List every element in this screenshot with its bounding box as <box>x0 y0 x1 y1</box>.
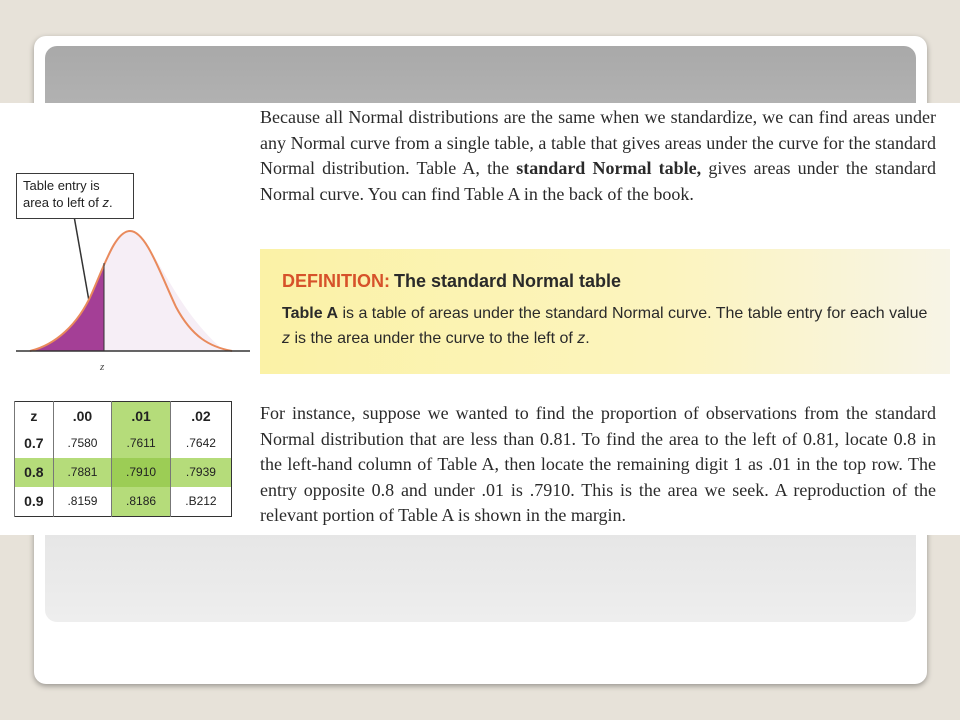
paragraph-intro <box>260 105 936 207</box>
table-header-cell-highlighted: .01 <box>112 402 171 430</box>
definition-text-a: is a table of areas under the standard Normal curve. The table entry for each value <box>338 305 928 322</box>
definition-box <box>260 249 950 374</box>
table-z-cell: 0.8 <box>15 458 54 487</box>
definition-bold-term: Table A <box>282 305 339 322</box>
callout-line1: Table entry is <box>23 178 100 193</box>
table-cell: .7580 <box>53 429 112 458</box>
z-table <box>14 401 232 517</box>
definition-title: The standard Normal table <box>394 271 622 291</box>
para1-text-a: Because all Normal distributions are the same when we standardize, we can find areas under any Normal curve from a single table, a table that gives areas under the curve for the standard Normal distribution. Table A, the <box>260 107 936 178</box>
table-header-cell: z <box>15 402 54 430</box>
para1-text-b: gives areas under the standard Normal curve. You can find Table A in the back of the book. <box>260 158 936 204</box>
table-cell: .8159 <box>53 487 112 517</box>
table-cell: .7611 <box>112 429 171 458</box>
table-cell: .7939 <box>170 458 231 487</box>
table-header-cell: .02 <box>170 402 231 430</box>
definition-label: DEFINITION: <box>282 271 390 291</box>
table-cell-answer: .7910 <box>112 458 171 487</box>
z-axis-label: z <box>100 361 105 373</box>
callout-var: z <box>102 195 109 210</box>
table-z-cell: 0.9 <box>15 487 54 517</box>
paragraph-example: For instance, suppose we wanted to find the proportion of observations from the standard Normal distribution that are less than 0.81. To find the area to the left of 0.81, locate 0.8 in the left-hand column of Table A, then locate the remaining digit 1 as .01 in the top row. The entry opposite 0.8 and under .01 is .7910. This is the area we seek. A reproduction of the relevant portion of Table A is shown in the margin. <box>260 403 936 525</box>
callout-box <box>16 173 134 219</box>
textbook-page-image <box>0 103 960 535</box>
normal-curve-graphic <box>0 103 260 403</box>
table-row-highlighted <box>15 458 232 487</box>
table-row <box>15 487 232 517</box>
para1-bold-term: standard Normal table, <box>516 158 702 178</box>
table-z-cell: 0.7 <box>15 429 54 458</box>
table-header-cell: .00 <box>53 402 112 430</box>
definition-text-b: is the area under the curve to the left of <box>290 330 578 347</box>
definition-text-c: . <box>585 330 590 347</box>
table-row <box>15 429 232 458</box>
table-header-row <box>15 402 232 430</box>
definition-var2: z <box>577 330 586 347</box>
table-cell: .8186 <box>112 487 171 517</box>
text-column <box>260 103 950 535</box>
callout-end: . <box>109 195 113 210</box>
normal-curve-figure <box>0 103 260 535</box>
definition-body <box>282 301 932 351</box>
callout-line2: area to left of <box>23 195 103 210</box>
definition-var: z <box>282 330 290 347</box>
table-cell: .B212 <box>170 487 231 517</box>
table-cell: .7642 <box>170 429 231 458</box>
table-cell: .7881 <box>53 458 112 487</box>
